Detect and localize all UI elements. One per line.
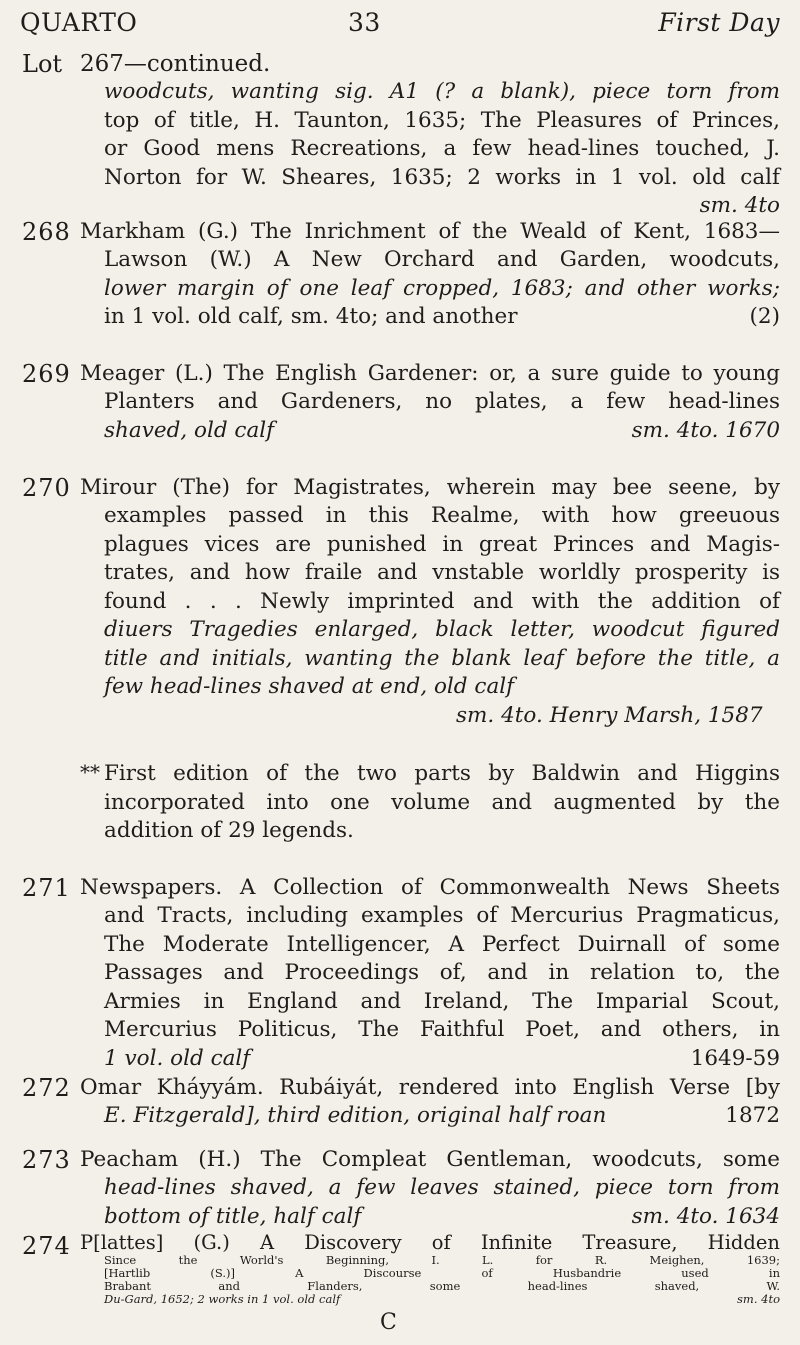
lot-entry-269 bbox=[80, 360, 780, 389]
entry-line: woodcuts, wanting sig. A1 (? a blank), piece torn from bbox=[104, 79, 780, 104]
running-header bbox=[20, 8, 780, 48]
entry-line: title and initials, wanting the blank leaf before the title, a bbox=[104, 645, 780, 671]
entry-line: and Tracts, including examples of Mercurius Pragmaticus, bbox=[104, 903, 780, 928]
entry-line-wrap bbox=[104, 303, 780, 332]
entry-line: found . . . Newly imprinted and with the addition of bbox=[104, 588, 780, 614]
entry-line: 1 vol. old calf bbox=[104, 1045, 251, 1071]
lot-entry-269-text bbox=[104, 388, 780, 445]
entry-line: sm. 4to. 1634 bbox=[631, 1203, 780, 1229]
lot-entry-270 bbox=[80, 474, 780, 503]
entry-line: Omar Kháyyám. Rubáiyát, rendered into English Verse [by bbox=[80, 1075, 780, 1100]
lot-number: 268 bbox=[22, 218, 71, 246]
entry-line-wrap bbox=[104, 1102, 780, 1131]
entry-line: Markham (G.) The Inrichment of the Weald of Kent, 1683— bbox=[80, 219, 780, 244]
entry-line: Mercurius Politicus, The Faithful Poet, and others, in bbox=[104, 1017, 780, 1042]
entry-line: or Good mens Recreations, a few head-lines touched, J. bbox=[104, 136, 780, 161]
lot-entry-267 bbox=[80, 50, 780, 79]
note-mark: ** bbox=[80, 760, 100, 784]
entry-line: P[lattes] (G.) A Discovery of Infinite Treasure, Hidden bbox=[80, 1231, 780, 1254]
entry-line: bottom of title, half calf bbox=[104, 1203, 362, 1229]
lot-entry-272 bbox=[80, 1074, 780, 1103]
entry-line: The Moderate Intelligencer, A Perfect Duirnall of some bbox=[104, 931, 780, 957]
lot-entry-268-text bbox=[104, 246, 780, 332]
lot-entry-267-text bbox=[104, 78, 780, 221]
entry-line: lower margin of one leaf cropped, 1683; and other works; bbox=[104, 275, 780, 301]
entry-line: in 1 vol. old calf, sm. 4to; and another bbox=[104, 304, 518, 329]
lot-label: Lot bbox=[22, 50, 63, 78]
entry-line: Newspapers. A Collection of Commonwealth News Sheets bbox=[80, 875, 780, 900]
lot-entry-272-text bbox=[104, 1102, 780, 1131]
entry-line: 1872 bbox=[725, 1103, 780, 1128]
note-line: First edition of the two parts by Baldwin and Higgins bbox=[104, 761, 780, 786]
lot-number: 272 bbox=[22, 1074, 71, 1102]
entry-line: Lawson (W.) A New Orchard and Garden, woodcuts, bbox=[104, 247, 780, 272]
entry-line: few head-lines shaved at end, old calf bbox=[104, 674, 515, 699]
entry-line: diuers Tragedies enlarged, black letter, woodcut figured bbox=[104, 617, 780, 642]
entry-line: shaved, old calf bbox=[104, 417, 275, 443]
entry-line: top of title, H. Taunton, 1635; The Pleasures of Princes, bbox=[104, 107, 780, 133]
lot-entry-271-text bbox=[104, 902, 780, 1073]
entry-line: sm. 4to bbox=[699, 193, 780, 218]
entry-line: plagues vices are punished in great Princes and Magis- bbox=[104, 531, 780, 557]
lot-entry-268 bbox=[80, 218, 780, 247]
entry-line: sm. 4to bbox=[737, 1292, 780, 1306]
entry-line: sm. 4to. Henry Marsh, 1587 bbox=[456, 702, 763, 728]
entry-line: Norton for W. Sheares, 1635; 2 works in 1 vol. old calf bbox=[104, 164, 780, 190]
entry-line: E. Fitzgerald], third edition, original half roan bbox=[104, 1103, 607, 1128]
entry-line: Mirour (The) for Magistrates, wherein may bee seene, by bbox=[80, 475, 780, 500]
lot-entry-271 bbox=[80, 874, 780, 903]
entry-line: Planters and Gardeners, no plates, a few head-lines bbox=[104, 389, 780, 414]
lot-entry-274 bbox=[80, 1232, 780, 1254]
lot-number: 271 bbox=[22, 874, 71, 902]
entry-line: head-lines shaved, a few leaves stained, piece torn from bbox=[104, 1175, 780, 1200]
lot-number: 270 bbox=[22, 474, 71, 502]
entry-line-wrap bbox=[104, 1045, 780, 1074]
header-day: First Day bbox=[658, 8, 780, 37]
entry-line: trates, and how fraile and vnstable worldly prosperity is bbox=[104, 560, 780, 585]
entry-line: sm. 4to. 1670 bbox=[631, 417, 780, 443]
entry-line: [Hartlib (S.)] A Discourse of Husbandrie used in bbox=[104, 1266, 780, 1280]
note-line: incorporated into one volume and augmented by the bbox=[104, 789, 780, 815]
lot-entry-270-text bbox=[104, 502, 780, 730]
entry-line: Du-Gard, 1652; 2 works in 1 vol. old calf bbox=[104, 1292, 341, 1306]
entry-line: Armies in England and Ireland, The Imparial Scout, bbox=[104, 988, 780, 1014]
entry-line-wrap bbox=[104, 1203, 780, 1232]
entry-line: Meager (L.) The English Gardener: or, a sure guide to young bbox=[80, 361, 780, 386]
entry-line: examples passed in this Realme, with how greeuous bbox=[104, 503, 780, 528]
entry-line: Brabant and Flanders, some head-lines shaved, W. bbox=[104, 1279, 780, 1293]
header-section: QUARTO bbox=[20, 8, 138, 37]
entry-line: Peacham (H.) The Compleat Gentleman, woodcuts, some bbox=[80, 1147, 780, 1172]
lot-number: 267—continued. bbox=[80, 51, 271, 77]
entry-line: 1649-59 bbox=[690, 1045, 780, 1071]
page-number: 33 bbox=[348, 8, 381, 37]
lot-entry-274-text bbox=[104, 1254, 780, 1306]
entry-line-wrap bbox=[104, 1293, 780, 1306]
note-line: addition of 29 legends. bbox=[104, 818, 354, 843]
lot-entry-273-text bbox=[104, 1174, 780, 1231]
lot-number: 274 bbox=[22, 1232, 71, 1260]
entry-line: Passages and Proceedings of, and in relation to, the bbox=[104, 960, 780, 985]
lot-entry-273 bbox=[80, 1146, 780, 1175]
entry-line: (2) bbox=[749, 304, 780, 329]
lot-number: 273 bbox=[22, 1146, 71, 1174]
lot-number: 269 bbox=[22, 360, 71, 388]
entry-line-wrap bbox=[104, 417, 780, 446]
lot-note bbox=[104, 760, 780, 846]
signature-mark: C bbox=[380, 1310, 397, 1335]
entry-line: Since the World's Beginning, I. L. for R. Meighen, 1639; bbox=[104, 1253, 780, 1267]
